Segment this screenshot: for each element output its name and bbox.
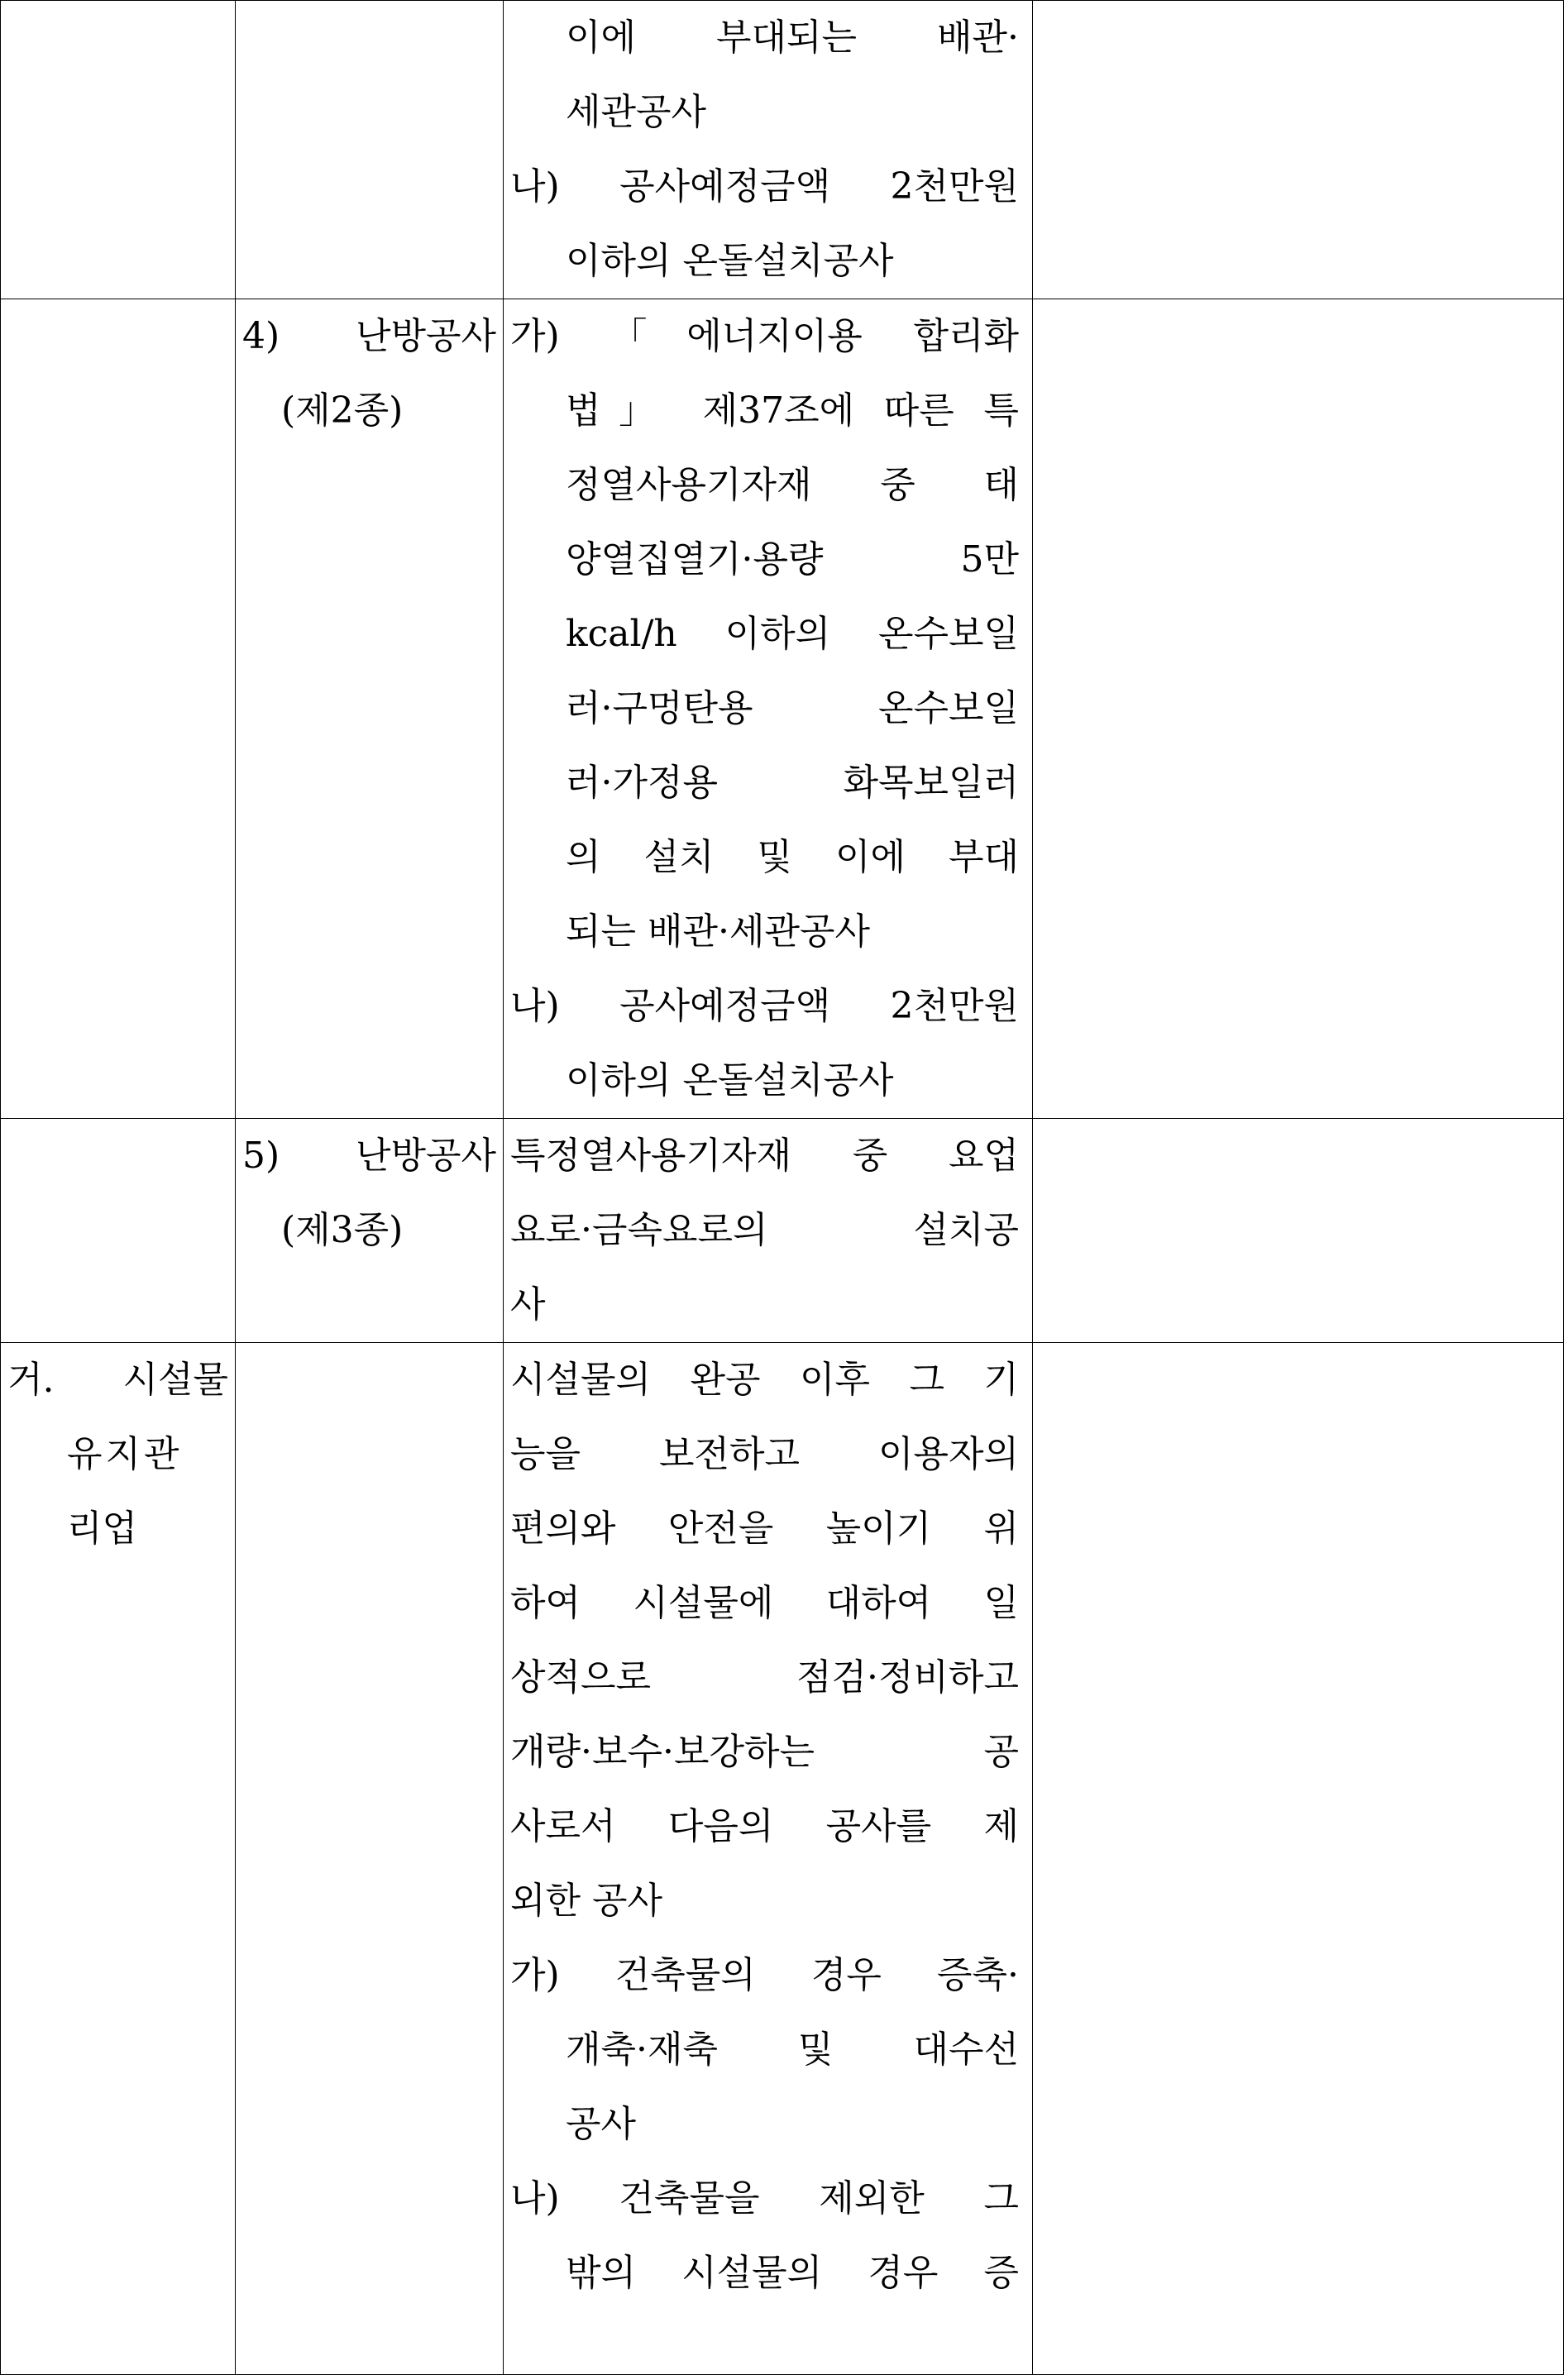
content-line: 정열사용기자재 중 태 (566, 464, 1019, 506)
remarks-cell (1033, 1, 1564, 299)
content-cell (504, 299, 1033, 1119)
content-line: kcal/h 이하의 온수보일 (566, 613, 1019, 655)
content-line: 상적으로 점검·정비하고 (510, 1656, 1019, 1699)
content-line: 세관공사 (566, 91, 707, 133)
remarks-cell (1033, 299, 1564, 1119)
subcategory-label: (제2종) (281, 389, 404, 432)
category-cell (1, 1119, 236, 1343)
table-row (1, 299, 1564, 1119)
content-line: 특정열사용기자재 중 요업 (510, 1135, 1019, 1177)
category-label: 리업 (67, 1508, 138, 1550)
content-line: 이하의 온돌설치공사 (566, 1059, 894, 1101)
content-line: 나) 공사예정금액 2천만원 (510, 985, 1019, 1027)
content-line: 되는 배관·세관공사 (566, 910, 871, 953)
content-line: 나) 공사예정금액 2천만원 (510, 165, 1019, 208)
content-line: 외한 공사 (510, 1880, 663, 1922)
content-line: 시설물의 완공 이후 그 기 (510, 1359, 1019, 1401)
subcategory-label: 4) 난방공사 (242, 315, 496, 357)
content-line: 사 (510, 1283, 546, 1326)
table-row (1, 1, 1564, 299)
content-line: 개량·보수·보강하는 공 (510, 1731, 1019, 1773)
subcategory-cell (236, 299, 504, 1119)
category-cell (1, 1, 236, 299)
content-line: 사로서 다음의 공사를 제 (510, 1805, 1019, 1847)
category-label: 거. 시설물 (7, 1359, 228, 1401)
remarks-cell (1033, 1343, 1564, 2375)
content-line: 이에 부대되는 배관· (566, 17, 1019, 59)
subcategory-cell (236, 1343, 504, 2375)
content-line: 러·구멍탄용 온수보일 (566, 687, 1019, 729)
content-line: 의 설치 및 이에 부대 (566, 836, 1019, 878)
content-line: 편의와 안전을 높이기 위 (510, 1508, 1019, 1550)
content-line: 공사 (566, 2103, 637, 2145)
content-line: 법」 제37조에 따른 특 (566, 389, 1019, 432)
content-line: 러·가정용 화목보일러 (566, 762, 1019, 804)
table-row (1, 1119, 1564, 1343)
content-line: 밖의 시설물의 경우 증 (566, 2252, 1019, 2294)
content-cell (504, 1343, 1033, 2375)
content-line: 요로·금속요로의 설치공 (510, 1209, 1019, 1251)
subcategory-label: (제3종) (281, 1209, 404, 1251)
content-cell (504, 1, 1033, 299)
category-label: 유지관 (67, 1433, 183, 1475)
content-cell (504, 1119, 1033, 1343)
subcategory-label: 5) 난방공사 (242, 1135, 496, 1177)
category-cell (1, 1343, 236, 2375)
remarks-cell (1033, 1119, 1564, 1343)
table-row (1, 1343, 1564, 2375)
category-cell (1, 299, 236, 1119)
subcategory-cell (236, 1119, 504, 1343)
content-line: 하여 시설물에 대하여 일 (510, 1582, 1019, 1624)
content-line: 양열집열기·용량 5만 (566, 538, 1019, 581)
content-line: 능을 보전하고 이용자의 (510, 1433, 1019, 1475)
content-line: 나) 건축물을 제외한 그 (510, 2177, 1019, 2220)
subcategory-cell (236, 1, 504, 299)
content-line: 개축·재축 및 대수선 (566, 2029, 1019, 2071)
content-line: 가) 「에너지이용 합리화 (510, 315, 1019, 357)
content-line: 가) 건축물의 경우 증축· (510, 1954, 1019, 1996)
content-line: 이하의 온돌설치공사 (566, 240, 894, 282)
